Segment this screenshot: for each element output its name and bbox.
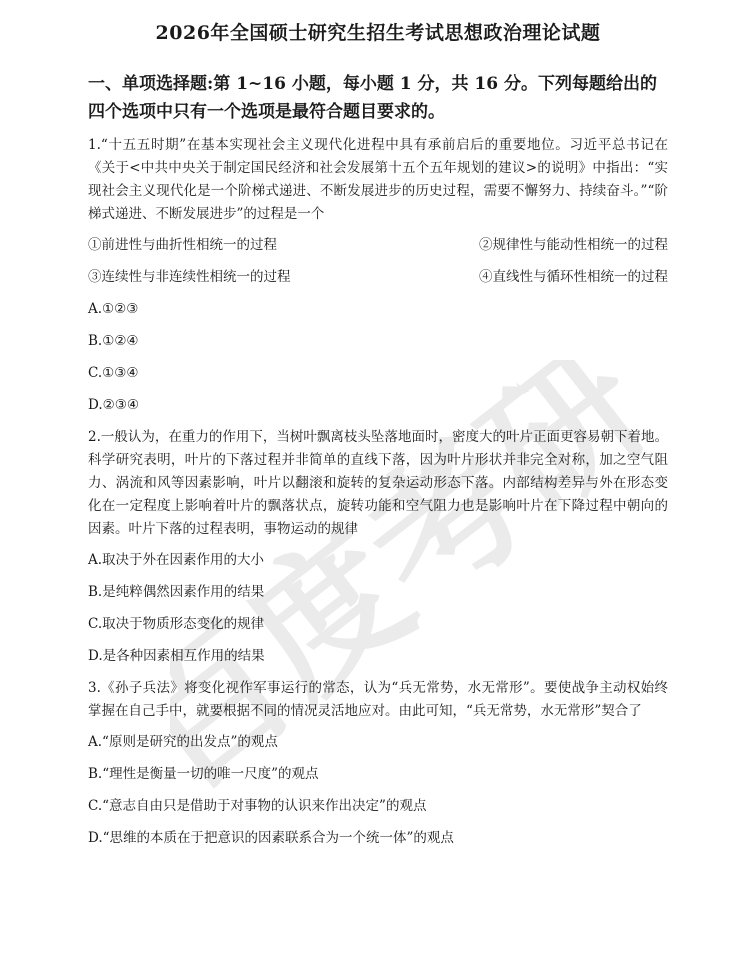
question-1-option-b: B.①②④: [88, 333, 139, 349]
statement-row-1: [88, 234, 668, 256]
question-3-option-b: B.“理性是衡量一切的唯一尺度”的观点: [88, 766, 319, 782]
question-3: [88, 677, 668, 849]
question-2-option-c: C.取决于物质形态变化的规律: [88, 616, 265, 632]
question-3-option-d: D.“思维的本质在于把意识的因素联系合为一个统一体”的观点: [88, 830, 454, 846]
statement-row-2: [88, 266, 668, 288]
watermark-text: 百度考研: [170, 360, 679, 824]
question-1-option-d: D.②③④: [88, 397, 139, 413]
statement-4: ④直线性与循环性相统一的过程: [479, 269, 668, 285]
statement-1: ①前进性与曲折性相统一的过程: [88, 237, 277, 253]
exam-content: [88, 14, 668, 859]
question-1-option-c: C.①③④: [88, 365, 139, 381]
question-2-stem: 2.一般认为，在重力的作用下，当树叶飘离枝头坠落地面时，密度大的叶片正面更容易朝下着地。科学研究表明，叶片的下落过程并非简单的直线下落，因为叶片形状并非完全对称，加之空气阻力、涡流和风等因素影响，叶片以翻滚和旋转的复杂运动形态下落。内部结构差异与外在形态变化在一定程度上影响着叶片的飘落状点，旋转功能和空气阻力也是影响叶片在下降过程中朝向的因素。叶片下落的过程表明，事物运动的规律: [88, 429, 668, 537]
question-2-option-a: A.取决于外在因素作用的大小: [88, 552, 265, 568]
section-heading: 一、单项选择题:第 1~16 小题，每小题 1 分，共 16 分。下列每题给出的四个选项中只有一个选项是最符合题目要求的。: [88, 74, 658, 122]
statement-2: ②规律性与能动性相统一的过程: [479, 237, 668, 253]
question-1-statements: [88, 234, 668, 288]
question-3-stem: 3.《孙子兵法》将变化视作军事运行的常态，认为“兵无常势，水无常形”。要使战争主动权始终掌握在自己手中，就要根据不同的情况灵活地应对。由此可知，“兵无常势，水无常形”契合了: [88, 680, 668, 719]
question-2-option-d: D.是各种因素相互作用的结果: [88, 648, 265, 664]
statement-3: ③连续性与非连续性相统一的过程: [88, 269, 291, 285]
question-2-option-b: B.是纯粹偶然因素作用的结果: [88, 584, 265, 600]
question-3-option-a: A.“原则是研究的出发点”的观点: [88, 734, 278, 750]
question-1: [88, 134, 668, 416]
page-title: 2026年全国硕士研究生招生考试思想政治理论试题: [155, 22, 601, 44]
question-2: [88, 426, 668, 667]
question-1-option-a: A.①②③: [88, 301, 139, 317]
question-3-option-c: C.“意志自由只是借助于对事物的认识来作出决定”的观点: [88, 798, 427, 814]
question-1-stem: 1.“十五五时期”在基本实现社会主义现代化进程中具有承前启后的重要地位。习近平总书记在《关于<中共中央关于制定国民经济和社会发展第十五个五年规划的建议>的说明》中指出：“实现社会主义现代化是一个阶梯式递进、不断发展进步的历史过程，需要不懈努力、持续奋斗。”“阶梯式递进、不断发展进步”的过程是一个: [88, 137, 668, 222]
